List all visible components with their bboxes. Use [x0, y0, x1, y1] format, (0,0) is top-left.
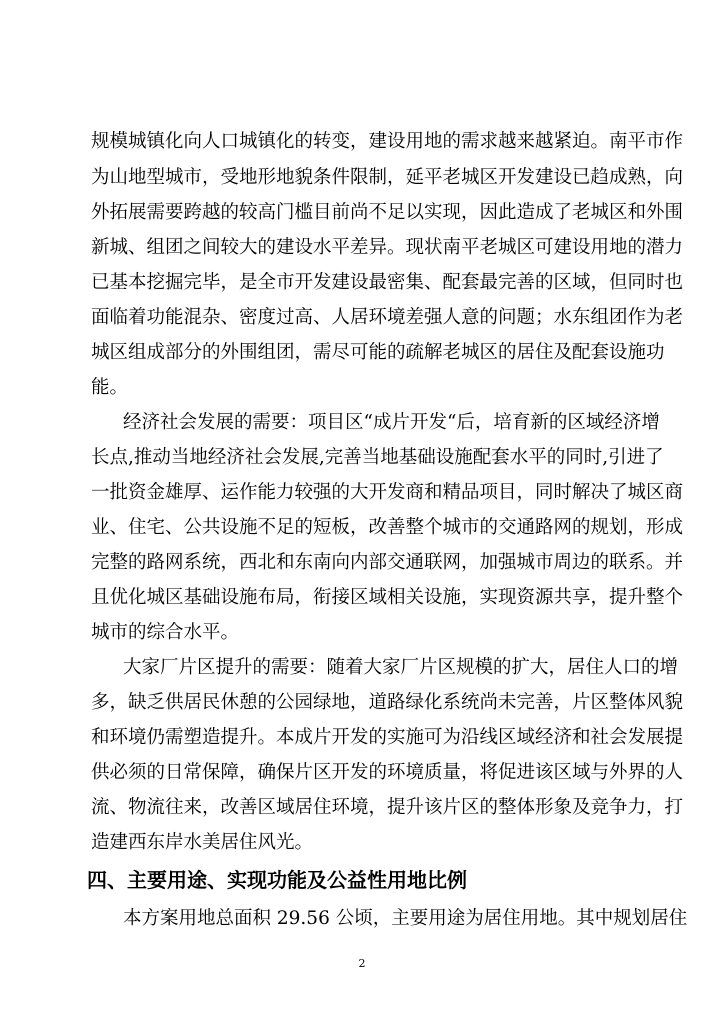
- paragraph-2-line-6: 且优化城区基础设施布局，衔接区域相关设施，实现资源共享，提升整个: [91, 587, 684, 608]
- paragraph-2-line-5: 完整的路网系统，西北和东南向内部交通联网，加强城市周边的联系。并: [91, 552, 684, 573]
- paragraph-3-line-1: 大家厂片区提升的需要：随着大家厂片区规模的扩大，居住人口的增: [123, 657, 679, 678]
- paragraph-3-line-5: 流、物流往来，改善区域居住环境，提升该片区的整体形象及竞争力，打: [91, 797, 684, 818]
- paragraph-1-line-3: 外拓展需要跨越的较高门槛目前尚不足以实现，因此造成了老城区和外围: [91, 202, 684, 223]
- paragraph-1-line-7: 城区组成部分的外围组团，需尽可能的疏解老城区的居住及配套设施功: [91, 342, 665, 363]
- paragraph-1-line-1: 规模城镇化向人口城镇化的转变，建设用地的需求越来越紧迫。南平市作: [91, 131, 684, 152]
- paragraph-1-line-6: 面临着功能混杂、密度过高、人居环境差强人意的问题；水东组团作为老: [91, 307, 684, 328]
- paragraph-2-line-7: 城市的综合水平。: [91, 622, 240, 643]
- paragraph-3-line-6: 造建西东岸水美居住风光。: [91, 832, 314, 853]
- paragraph-2-line-2: 长点,推动当地经济社会发展,完善当地基础设施配套水平的同时,引进了: [91, 447, 664, 468]
- paragraph-3-line-4: 供必须的日常保障，确保片区开发的环境质量，将促进该区域与外界的人: [91, 762, 684, 783]
- paragraph-2-line-3: 一批资金雄厚、运作能力较强的大开发商和精品项目，同时解决了城区商: [91, 482, 684, 503]
- section-heading: 四、主要用途、实现功能及公益性用地比例: [87, 868, 467, 892]
- paragraph-1-line-4: 新城、组团之间较大的建设水平差异。现状南平老城区可建设用地的潜力: [91, 237, 684, 258]
- paragraph-1-line-5: 已基本挖掘完毕，是全市开发建设最密集、配套最完善的区域，但同时也: [91, 272, 684, 293]
- paragraph-1-line-2: 为山地型城市，受地形地貌条件限制，延平老城区开发建设已趋成熟，向: [91, 167, 684, 188]
- page-number: 2: [358, 957, 366, 970]
- paragraph-3-line-2: 多，缺乏供居民休憩的公园绿地，道路绿化系统尚未完善，片区整体风貌: [91, 692, 684, 713]
- paragraph-2-line-4: 业、住宅、公共设施不足的短板，改善整个城市的交通路网的规划，形成: [91, 517, 684, 538]
- paragraph-3-line-3: 和环境仍需塑造提升。本成片开发的实施可为沿线区域经济和社会发展提: [91, 727, 684, 748]
- paragraph-4-line-1: 本方案用地总面积 29.56 公顷，主要用途为居住用地。其中规划居住: [123, 908, 688, 929]
- paragraph-2-line-1: 经济社会发展的需要：项目区“成片开发“后，培育新的区域经济增: [123, 412, 660, 433]
- paragraph-1-line-8: 能。: [91, 377, 129, 398]
